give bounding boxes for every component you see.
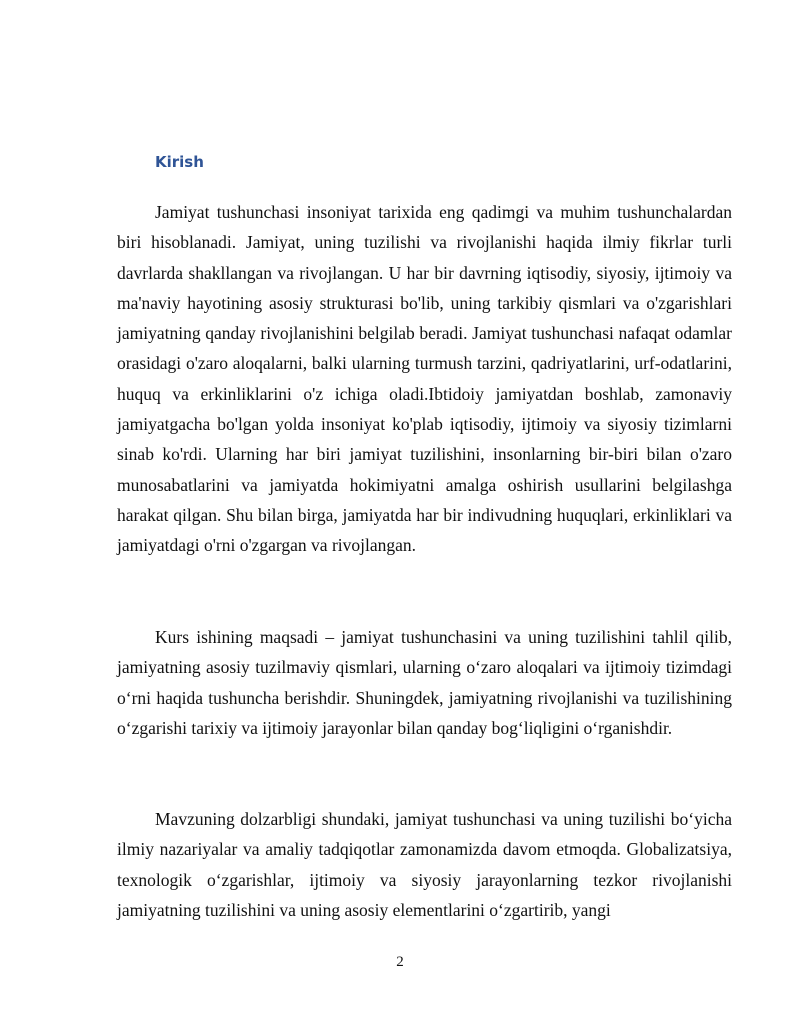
paragraph-introduction: Jamiyat tushunchasi insoniyat tarixida eng qadimgi va muhim tushunchalardan biri hisoblanadi. Jamiyat, uning tuzilishi va rivojlanishi haqida ilmiy fikrlar turli davrlarda shakllangan va rivojlangan. U har bir davrning iqtisodiy, siyosiy, ijtimoiy va ma'naviy hayotining asosiy strukturasi bo'lib, uning tarkibiy qismlari va o'zgarishlari jamiyatning qanday rivojlanishini belgilab beradi. Jamiyat tushunchasi nafaqat odamlar orasidagi o'zaro aloqalarni, balki ularning turmush tarzini, qadriyatlarini, urf-odatlarini, huquq va erkinliklarini o'z ichiga oladi.Ibtidoiy jamiyatdan boshlab, zamonaviy jamiyatgacha bo'lgan yolda insoniyat ko'plab iqtisodiy, ijtimoiy va siyosiy tizimlarni sinab ko'rdi. Ularning har biri jamiyat tuzilishini, insonlarning bir-biri bilan o'zaro munosabatlarini va jamiyatda hokimiyatni amalga oshirish usullarini belgilashga harakat qilgan. Shu bilan birga, jamiyatda har bir indivudning huquqlari, erkinliklari va jamiyatdagi o'rni o'zgargan va rivojlangan. — [117, 202, 732, 556]
paragraph-purpose: Kurs ishining maqsadi – jamiyat tushunchasini va uning tuzilishini tahlil qilib, jamiyatning asosiy tuzilmaviy qismlari, ularning o‘zaro aloqalari va ijtimoiy tizimdagi o‘rni haqida tushuncha berishdir. Shuningdek, jamiyatning rivojlanishi va tuzilishining o‘zgarishi tarixiy va ijtimoiy jarayonlar bilan qanday bog‘liqligini o‘rganishdir. — [117, 627, 732, 738]
paragraph-relevance: Mavzuning dolzarbligi shundaki, jamiyat tushunchasi va uning tuzilishi bo‘yicha ilmiy nazariyalar va amaliy tadqiqotlar zamonamizda davom etmoqda. Globalizatsiya, texnologik o‘zgarishlar, ijtimoiy va siyosiy jarayonlarning tezkor rivojlanishi jamiyatning tuzilishini va uning asosiy elementlarini o‘zgartirib, yangi — [117, 809, 732, 920]
section-heading: Kirish — [155, 153, 204, 171]
page-number: 2 — [396, 954, 404, 970]
